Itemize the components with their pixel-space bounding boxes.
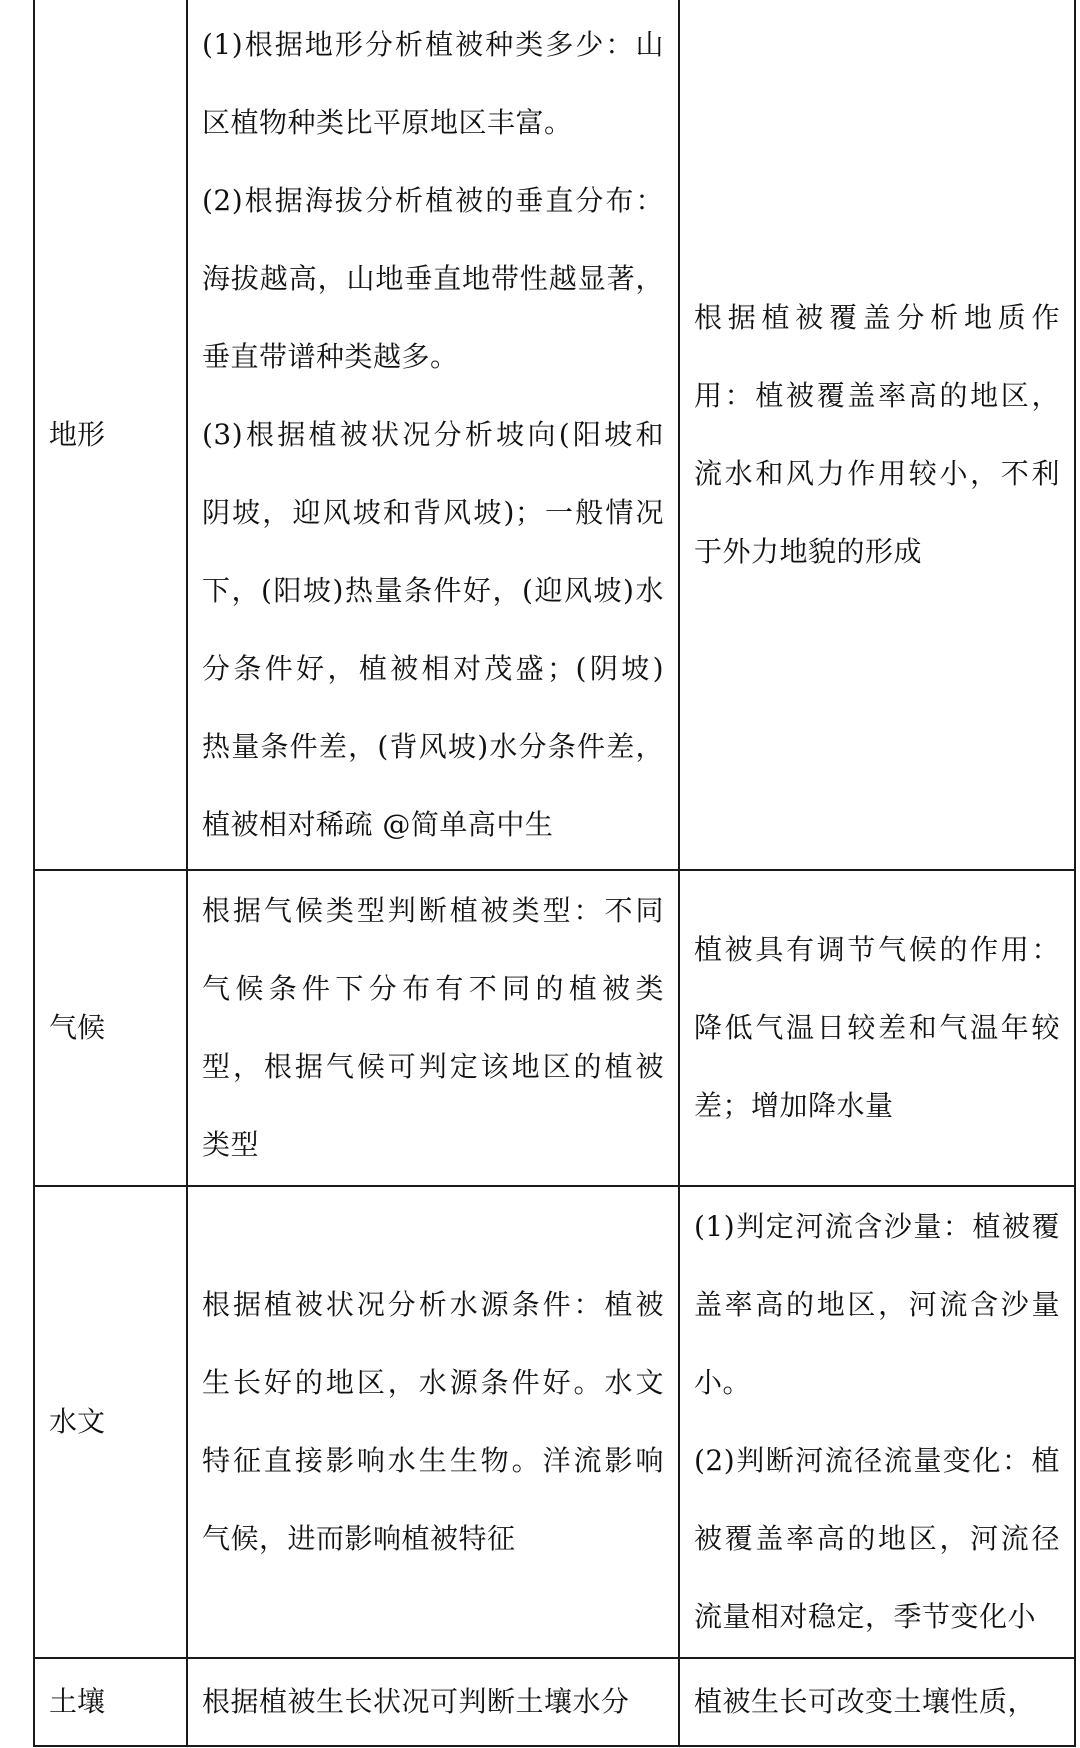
- text-line: 根据植被覆盖分析地质作: [694, 300, 1060, 334]
- text-line: 于外力地貌的形成: [694, 534, 923, 568]
- factor-label: 土壤: [49, 1685, 106, 1718]
- factor-cell: [34, 0, 187, 870]
- text-line: 小。: [694, 1366, 752, 1399]
- text-line: 下，(阳坡)热量条件好，(迎风坡)水: [202, 573, 664, 607]
- text-line: 气候，进而影响植被特征: [202, 1522, 516, 1555]
- analysis-cell: [187, 0, 679, 870]
- text-line: 植被具有调节气候的作用：: [694, 933, 1060, 966]
- text-line: 差；增加降水量: [694, 1089, 894, 1122]
- table-row-hydrology: [34, 1186, 1075, 1658]
- text-line: (1)根据地形分析植被种类多少：山: [202, 27, 664, 61]
- effect-cell: [679, 1186, 1075, 1658]
- factor-cell: [34, 1658, 187, 1746]
- text-line: 降低气温日较差和气温年较: [694, 1011, 1060, 1044]
- text-line: 根据气候类型判断植被类型：不同: [202, 894, 664, 927]
- text-line: 区植物种类比平原地区丰富。: [202, 105, 573, 139]
- factor-table: [33, 0, 1076, 1747]
- text-line: (3)根据植被状况分析坡向(阳坡和: [202, 417, 664, 451]
- analysis-cell: [187, 870, 679, 1186]
- text-line: 流量相对稳定，季节变化小: [694, 1600, 1037, 1633]
- text-line: 盖率高的地区，河流含沙量: [694, 1288, 1060, 1321]
- text-line: 植被相对稀疏 @简单高中生: [202, 807, 554, 841]
- document-page: [33, 0, 1074, 1748]
- text-line: 类型: [202, 1128, 260, 1161]
- text-line: 被覆盖率高的地区，河流径: [694, 1522, 1060, 1555]
- text-line: 流水和风力作用较小，不利: [694, 456, 1060, 490]
- table-row-soil: [34, 1658, 1075, 1746]
- text-line: 根据植被状况分析水源条件：植被: [202, 1288, 664, 1321]
- text-line: 阴坡，迎风坡和背风坡)；一般情况: [202, 495, 664, 529]
- text-line: 海拔越高，山地垂直地带性越显著，: [202, 261, 664, 295]
- text-line: 分条件好，植被相对茂盛；(阴坡): [202, 651, 664, 685]
- analysis-cell: [187, 1658, 679, 1746]
- table-row-climate: [34, 870, 1075, 1186]
- text-line: (2)根据海拔分析植被的垂直分布：: [202, 183, 664, 217]
- text-line: 生长好的地区，水源条件好。水文: [202, 1366, 664, 1399]
- effect-cell: [679, 870, 1075, 1186]
- text-line: 根据植被生长状况可判断土壤水分: [202, 1685, 630, 1718]
- text-line: 热量条件差，(背风坡)水分条件差，: [202, 729, 664, 763]
- text-line: (1)判定河流含沙量：植被覆: [694, 1210, 1060, 1243]
- factor-cell: [34, 870, 187, 1186]
- factor-cell: [34, 1186, 187, 1658]
- effect-cell: [679, 0, 1075, 870]
- text-line: 垂直带谱种类越多。: [202, 339, 459, 373]
- factor-label: 气候: [49, 1011, 106, 1044]
- text-line: 用：植被覆盖率高的地区，: [694, 378, 1060, 412]
- table-row-terrain: [34, 0, 1075, 870]
- factor-label: 水文: [49, 1405, 106, 1438]
- text-line: 型，根据气候可判定该地区的植被: [202, 1050, 664, 1083]
- text-line: 特征直接影响水生生物。洋流影响: [202, 1444, 664, 1477]
- text-line: 气候条件下分布有不同的植被类: [202, 972, 664, 1005]
- effect-cell: [679, 1658, 1075, 1746]
- text-line: 植被生长可改变土壤性质，: [694, 1685, 1037, 1718]
- analysis-cell: [187, 1186, 679, 1658]
- factor-label: 地形: [49, 417, 106, 451]
- text-line: (2)判断河流径流量变化：植: [694, 1444, 1060, 1477]
